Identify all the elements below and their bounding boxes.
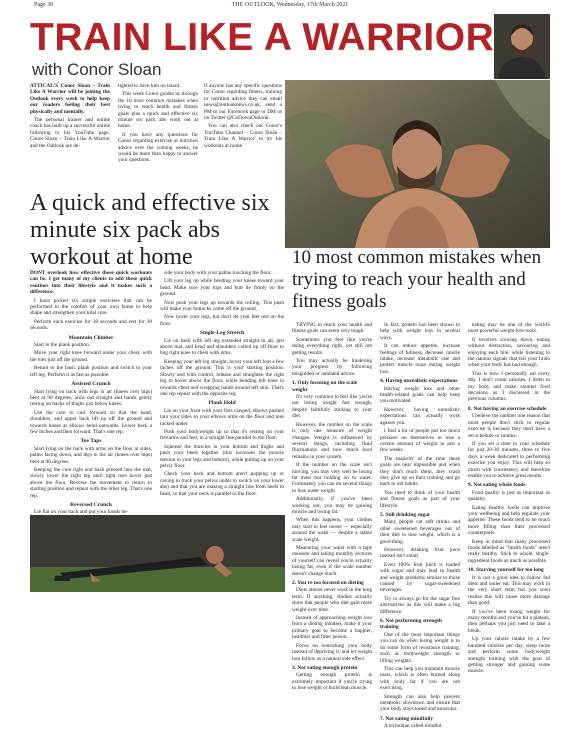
page-number: Page 38 <box>34 2 54 8</box>
column-title: TRAIN LIKE A WARRIOR <box>30 16 495 59</box>
body-paragraph: When this happens, your clothes may start to feel looser — especially around the waist — despite a stable scale weight. <box>292 517 372 543</box>
subheading: 3. Not eating enough protein <box>292 664 358 671</box>
body-paragraph: However, the number on the scale is only one measure of weight changes. Weight is influenced by several things, including fluid fluctuations and how much food remains in your system. <box>292 421 372 460</box>
body-paragraph: Getting enough protein is extremely important if you're trying to lose weight or build lean muscle. <box>292 672 372 692</box>
body-paragraph: Keep in mind that many processed foods labelled as "health foods" aren't really healthy. Stick to whole, single-ingredient foods as much as possible. <box>468 538 550 564</box>
intro-column-2 <box>118 83 198 166</box>
subheading: Toe Taps <box>80 438 102 445</box>
body-paragraph: Diets almost never work in the long term. If anything, studies actually show that people who diet gain more weight over time. <box>292 587 372 613</box>
body-paragraph: Lie on back with left leg extended straight in air, just above mat, and head and shoulders curled up off floor to hug right knee to chest with arms. <box>160 337 284 357</box>
mistakes-column-1 <box>292 322 372 694</box>
body-paragraph: Now lower your legs, but don't let your feet rest on the floor. <box>160 314 284 327</box>
subheading: 6. Not performing strength training <box>380 618 442 631</box>
body-paragraph: side your body with your palms touching the floor. <box>164 270 272 276</box>
intro-paragraph: If you have any questions for Conor regarding exercise or nutrition advice over the coming weeks, he would be more than happy to answer your questions. <box>118 131 198 164</box>
body-paragraph: I find a lot of people put too much pressure on themselves to lose a certain amount of weight in just a few weeks. <box>380 428 460 454</box>
column-byline: with Conor Sloan <box>32 60 162 79</box>
body-paragraph: Check your back and bottom aren't popping up or caving in (tuck your pelvis under to switch on your lower abs) and that you are making a straight line from heels to head, so that your neck is parallel to the floor. <box>160 471 284 497</box>
subheading: 10. Starving yourself for too long <box>468 567 544 574</box>
body-paragraph: Additionally, if you've been working out, you may be gaining muscle and losing fat. <box>292 496 372 515</box>
body-paragraph: Having weight loss and other health-related goals can help keep you motivated. <box>380 385 460 405</box>
author-portrait <box>494 14 550 79</box>
body-paragraph: Keeping your left leg straight, hover your left foot a few inches off the ground. This is your starting position. Slowly and with control, release and straighten the right leg to hover above the floor, while bending left knee in towards chest and wrapping hands around left shin. That's one rep repeat with the opposite leg. <box>160 358 284 397</box>
body-paragraph: Keeping the core tight and back pressed into the mat, slowly lower the right leg until right toes hover just above the floor. Reverse the movement to return to starting position and repeat with the other leg. That's one rep. <box>30 466 152 499</box>
subheading: 9. Not eating whole foods <box>468 482 526 489</box>
subheading: 5. Still drinking sugar <box>380 511 431 518</box>
mistakes-column-2 <box>380 322 460 732</box>
subheading: 8. Not having an exercise schedule <box>468 405 547 412</box>
body-paragraph: Many people cut soft drinks and other sweetened beverages out of their diet to lose weight, which is a good thing. <box>380 519 460 545</box>
body-paragraph: Push your bodyweight up so that it's resting on your forearms and feet, in a straight line parallel to the floor. <box>160 428 284 442</box>
page-folio <box>34 2 546 12</box>
body-paragraph: In fact, protein has been shown to help with weight loss in several ways. <box>380 322 460 341</box>
body-paragraph: Sometimes you feel like you're doing everything right, yet still not getting results. <box>292 336 372 356</box>
body-paragraph: The majority of the time these goals are near impossible and when they don't reach them, they crash diet, give up on their training and go back to old habits. <box>380 455 460 488</box>
body-paragraph: I have picked six simple exercises that can be performed in the comfort of your own home to help shape and strengthen your total core. <box>30 297 152 317</box>
body-paragraph: Even 100% fruit juice is loaded with sugar and may lead to health and weight problems similar to those caused by sugar-sweetened beverages. <box>380 561 460 594</box>
mistakes-column-3 <box>468 322 550 677</box>
body-paragraph: It involves slowing down, eating without distraction, savouring and enjoying each bite, while listening to the natural signals that tell your brain when your body has had enough. <box>468 336 550 369</box>
body-paragraph: Start in the plank position. <box>34 342 91 349</box>
body-paragraph: This is how I personally eat every day. I don't count calories. I listen to my body and make smarter food decisions as I discussed in the previous columns. <box>468 370 550 403</box>
body-paragraph: However, drinking fruit juice instead isn't smart. <box>380 547 460 560</box>
body-paragraph: It's very common to feel like you're not losing weight fast enough, despite faithfully sticking to your diet. <box>292 394 372 420</box>
subheading: 1. Only focusing on the scale weight <box>292 380 358 393</box>
body-paragraph: Try to always go for the sugar free alternatives as this will make a big difference. <box>380 595 460 615</box>
subheading: 4. Having unrealistic expectations <box>380 378 458 385</box>
body-paragraph: Measuring your waist with a tape measure and taking monthly pictures of yourself can reveal you're actually losing fat, even if the scale number doesn't change much. <box>292 545 372 577</box>
paper-dateline: THE OUTLOOK, Wednesday, 17th March 2021 <box>231 2 349 8</box>
body-paragraph: You may actually be hindering your progress by following misguided or outdated advice. <box>292 358 372 377</box>
body-paragraph: I believe the number one reason that most people don't stick to regular exercise is because they don't have a set schedule or routine. <box>468 413 550 439</box>
body-paragraph: Move your right knee forward under your chest, with the toes just off the ground. <box>30 350 152 363</box>
body-paragraph: Lie on your front with your fists clasped, elbows pushed into your sides so your elbows arms on the floor and toes tucked under. <box>160 407 284 427</box>
abs-article-column-2 <box>160 270 284 499</box>
body-paragraph: It can reduce appetite, increase feelings of fullness, decrease calorie intake, increase metabolic rate and protect muscle mass during weight loss. <box>380 343 460 375</box>
body-paragraph: Start lying on back with legs in air (knees over hips) bent at 90 degrees, arms out straight and hands gently resting on backs of thighs just below knees. <box>30 388 152 408</box>
body-paragraph: It is not a good idea to follow fad diets and under eat. This may work in the very short term but you soon realise this will cause more damage than good. <box>468 574 550 607</box>
body-paragraph: Lie flat on your back and put your hands be- <box>34 509 129 516</box>
body-paragraph: TRYING to reach your health and fitness goals can seem very tough. <box>292 322 372 335</box>
subheading: Plank Hold <box>208 400 236 407</box>
body-paragraph: You need to think of your health and fitness goals as part of your lifestyle. <box>380 489 460 509</box>
abs-article-column-1 <box>30 270 152 518</box>
subheading: Reversed Crunch <box>70 502 112 508</box>
body-paragraph: Strength can also help prevent metabolic slowdown and ensure that your body stays toned and muscular. <box>380 693 460 713</box>
intro-paragraph: This week Conor guides us through the 10 most common mistakes when trying to reach health and fitness goals plus a quick and effective six minute six pack abs work out at home. <box>118 91 198 130</box>
intro-paragraph: The personal trainer and online coach has built up a successful online following to his YouTube page, Conor Sloan – Train Like A Warrior and the Outlook are de- <box>30 117 110 149</box>
body-paragraph: However, having unrealistic expectations can actually work against you. <box>380 406 460 426</box>
body-paragraph: One of the most important things you can do when losing weight is to do some form of resistance training, such as bodyweight strength or lifting weights. <box>380 631 460 664</box>
body-paragraph: Lift your leg up while bending your knees toward your head. Make sure your hips and butt lie firmly on the ground. <box>160 278 284 298</box>
body-paragraph: Perform each exercise for 30 seconds and rest for 30 seconds. <box>30 318 152 332</box>
intro-column-1 <box>30 83 110 151</box>
hero-photo-flexing <box>285 80 550 248</box>
subheading: Mountain Climber <box>68 334 114 341</box>
article-headline-abs: A quick and effective six minute six pack abs workout at home <box>30 190 270 270</box>
body-paragraph: Instead of approaching weight loss from a dieting mindset, make it your primary goal to become a happier, healthier and fitter person. <box>292 615 372 641</box>
body-paragraph: Start lying on the back with arms on the floor at sides, palms facing down, and legs in the air (knees over hips) bent at 90 degrees. <box>30 445 152 465</box>
body-paragraph: If the number on the scale isn't moving, you may very well be losing fat mass but holding on to water. Fortunately you can do several things to lose water weight. <box>292 462 372 494</box>
subheading: Assisted Crunch <box>71 381 111 388</box>
body-paragraph: DONT overlook how effective these quick workouts can be. I get many of my clients to add these quick routines into their lifestyle and it makes such a difference. <box>30 270 152 296</box>
intro-paragraph: If anyone has any specific questions for Conor regarding fitness, training or nutrition advice they can email news@outlooknews.co.uk, send a PM to our Facebook page or DM us on Twitter @CoDownOutlook. <box>204 83 282 122</box>
body-paragraph: Up your calorie intake by a few hundred calories per day, sleep more and perform some bodyweight strength training with the goal of getting stronger and gaining some muscle. <box>468 636 550 675</box>
body-paragraph: Return to the basic plank position and switch to your left leg. Perform it as fast as possible. <box>30 365 152 378</box>
body-paragraph: Food quality is just as important as quantity. <box>468 489 550 503</box>
body-paragraph: Use the core to curl forward so that the head, shoulders, and upper back lift up off the ground and towards knees as elbows bend outwards. Lower back a few inches and then forward. That's one rep. <box>30 409 152 435</box>
body-paragraph: A technique called mindful <box>384 723 442 730</box>
body-paragraph: This can help you maintain muscle mass, which is often burned along with body fat if you are not exercising. <box>380 665 460 692</box>
subheading: 7. Not eating mindfully <box>380 715 434 722</box>
intro-paragraph: You can also check out Conor's YouTube Channel – Conor Sloan – Train Like A Warrior' to try his workouts at home. <box>204 123 282 149</box>
intro-column-3 <box>204 83 282 151</box>
body-paragraph: Squeeze the muscles in your bottom and thighs and push your heels together (this increases the muscle tension in your legs and bottom), while pulling up on your pelvic floor. <box>160 443 284 469</box>
body-paragraph: If you set a time in your schedule for just 20-30 minutes, three to five days a week dedicated to performing exercise you enjoy. This will help so much with consistency and therefore enable you to achieve great results. <box>468 440 550 479</box>
article-headline-mistakes: 10 most common mistakes when trying to reach your health and fitness goals <box>292 247 542 312</box>
subheading: 2. You're too focused on dieting <box>292 580 364 587</box>
body-paragraph: Now push your legs up towards the ceiling. This push will make your buttocks come off the ground. <box>160 299 284 313</box>
body-paragraph: Eating healthy foods can improve your wellbeing and help regulate your appetite. These foods tend to be much more filling than their processed counterparts. <box>468 504 550 537</box>
plank-exercise-photo <box>30 515 285 592</box>
body-paragraph: Focus on nourishing your body instead of depriving it, and let weight loss follow as a natural side effect. <box>292 642 372 662</box>
subheading: Single-Leg Stretch <box>199 330 245 337</box>
intro-paragraph: lighted to have him on board. <box>118 83 181 89</box>
intro-paragraph: ATTICAL'S Conor Sloan – Train Like A Warrior will be joining the Outlook every week to help keep our readers feeling their best physically and mentally. <box>30 83 110 115</box>
body-paragraph: If you've been losing weight for many months and you've hit a plateau, then perhaps you just need to take a break. <box>468 608 550 634</box>
body-paragraph: eating may be one of the world's most powerful weight loss tools. <box>468 322 550 335</box>
